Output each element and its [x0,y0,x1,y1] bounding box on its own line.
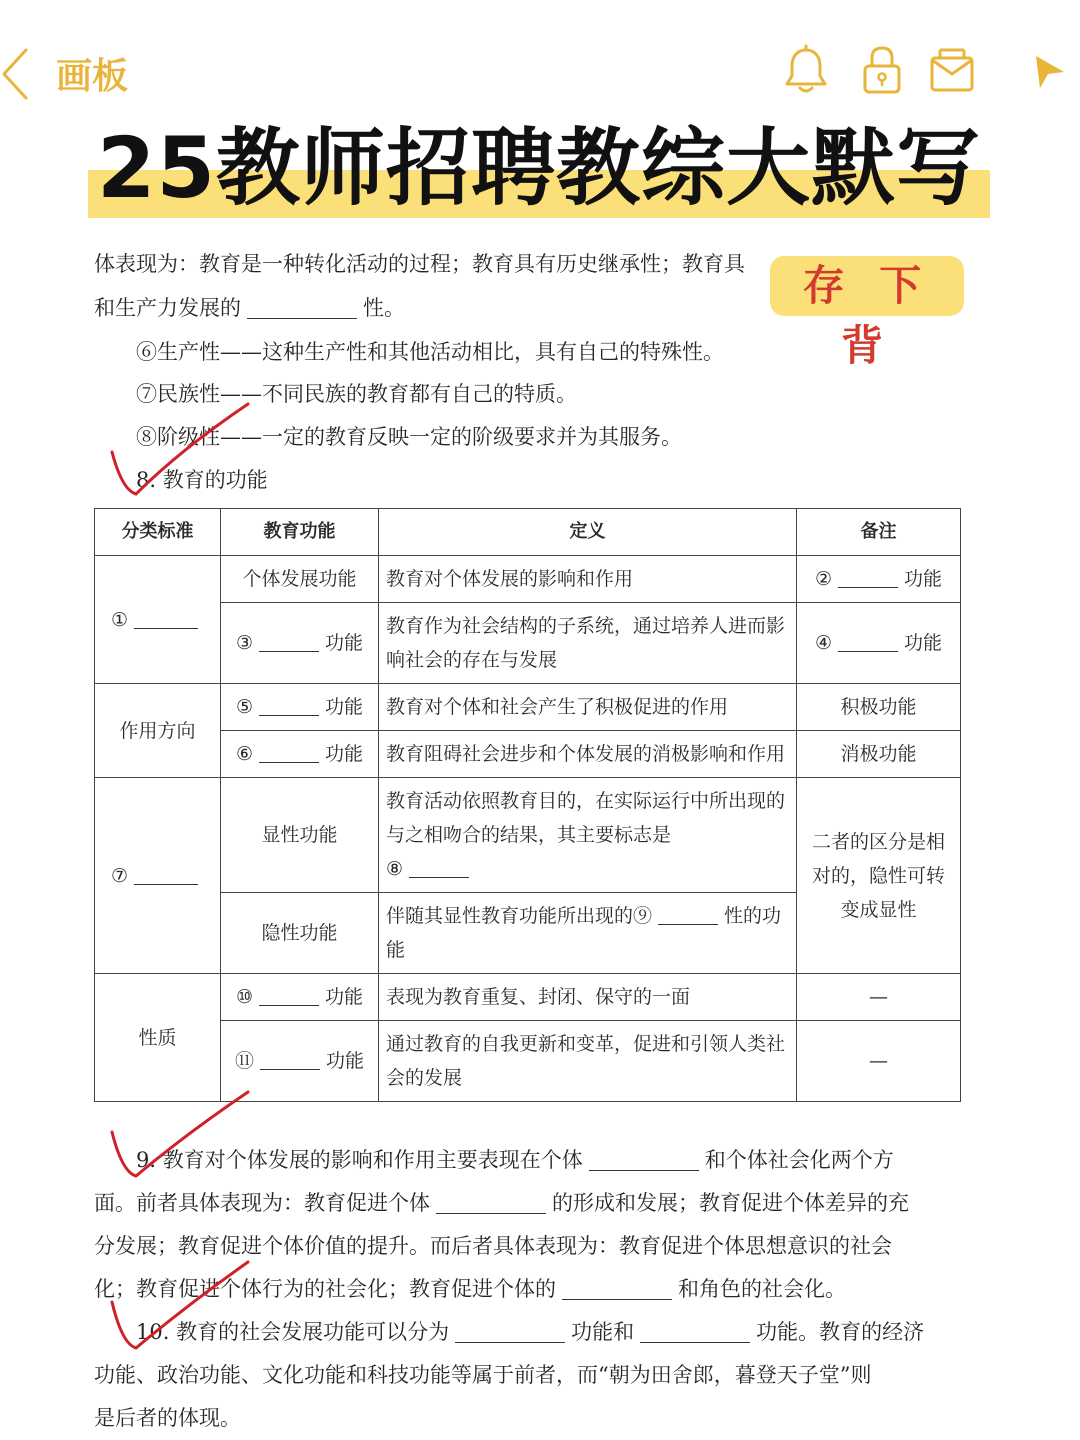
note-cell: ② 功能 [797,556,961,603]
definition-cell: 表现为教育重复、封闭、保守的一面 [379,974,797,1021]
function-cell: 显性功能 [221,778,379,893]
mail-icon[interactable] [928,44,976,96]
text-line: 和生产力发展的 性。 [94,296,405,320]
table-header-row [95,509,961,556]
table-row [95,603,961,684]
definition-cell: 教育作为社会结构的子系统，通过培养人进而影响社会的存在与发展 [379,603,797,684]
function-cell: ③ 功能 [221,603,379,684]
category-cell: ① [95,556,221,684]
text-line: ⑥生产性——这种生产性和其他活动相比，具有自己的特殊性。 [136,340,724,364]
note-cell: ④ 功能 [797,603,961,684]
category-cell: ⑦ [95,778,221,974]
table-row [95,731,961,778]
text-line: 功能、政治功能、文化功能和科技功能等属于前者，而“朝为田舍郎，暮登天子堂”则 [94,1363,872,1387]
table-row [95,556,961,603]
text-line: 面。前者具体表现为：教育促进个体 的形成和发展；教育促进个体差异的充 [94,1191,909,1215]
text-line: 10. 教育的社会发展功能可以分为 功能和 功能。教育的经济 [136,1320,925,1344]
function-cell: ⑤ 功能 [221,684,379,731]
definition-cell: 通过教育的自我更新和变革，促进和引领人类社会的发展 [379,1021,797,1102]
note-cell: 积极功能 [797,684,961,731]
arrow-right-icon[interactable] [1030,44,1070,96]
definition-cell: 教育阻碍社会进步和个体发展的消极影响和作用 [379,731,797,778]
table-header: 分类标准 [95,509,221,556]
text-line: ⑦民族性——不同民族的教育都有自己的特质。 [136,382,577,406]
table-row [95,684,961,731]
fill-blank [589,1149,699,1171]
table-row [95,778,961,893]
text-line: 9. 教育对个体发展的影响和作用主要表现在个体 和个体社会化两个方 [136,1148,894,1172]
chevron-left-icon[interactable] [0,46,40,102]
definition-cell: 教育对个体和社会产生了积极促进的作用 [379,684,797,731]
definition-cell: 教育对个体发展的影响和作用 [379,556,797,603]
fill-blank [562,1278,672,1300]
fill-blank [436,1192,546,1214]
note-cell: 消极功能 [797,731,961,778]
function-cell: ⑥ 功能 [221,731,379,778]
table-header: 教育功能 [221,509,379,556]
text-line: ⑧阶级性——一定的教育反映一定的阶级要求并为其服务。 [136,425,682,449]
definition-cell: 伴随其显性教育功能所出现的⑨ 性的功能 [379,893,797,974]
fill-blank [455,1321,565,1343]
function-cell: 个体发展功能 [221,556,379,603]
definition-cell: 教育活动依照教育目的，在实际运行中所出现的与之相吻合的结果，其主要标志是 ⑧ [379,778,797,893]
fill-blank [247,297,357,319]
bell-icon[interactable] [782,44,830,96]
education-function-table [94,508,961,1102]
text-line: 分发展；教育促进个体价值的提升。而后者具体表现为：教育促进个体思想意识的社会 [94,1234,892,1258]
memorize-stamp: 存 下 背 [770,256,964,316]
function-cell: ⑩ 功能 [221,974,379,1021]
table-row [95,974,961,1021]
text-line: 体表现为：教育是一种转化活动的过程；教育具有历史继承性；教育具 [94,252,745,276]
fill-blank [640,1321,750,1343]
category-cell: 作用方向 [95,684,221,778]
table-header: 定义 [379,509,797,556]
lock-icon[interactable] [858,44,906,96]
category-cell: 性质 [95,974,221,1102]
table-header: 备注 [797,509,961,556]
text-line: 是后者的体现。 [94,1406,241,1430]
top-bar [0,0,1080,110]
note-cell: — [797,1021,961,1102]
back-button-label[interactable]: 画板 [56,56,129,97]
table-row [95,1021,961,1102]
section-heading: 8. 教育的功能 [136,468,268,492]
function-cell: ⑪ 功能 [221,1021,379,1102]
text-line: 化；教育促进个体行为的社会化；教育促进个体的 和角色的社会化。 [94,1277,846,1301]
note-cell: — [797,974,961,1021]
function-cell: 隐性功能 [221,893,379,974]
page-title: 25教师招聘教综大默写 [97,119,981,217]
note-cell: 二者的区分是相对的，隐性可转变成显性 [797,778,961,974]
